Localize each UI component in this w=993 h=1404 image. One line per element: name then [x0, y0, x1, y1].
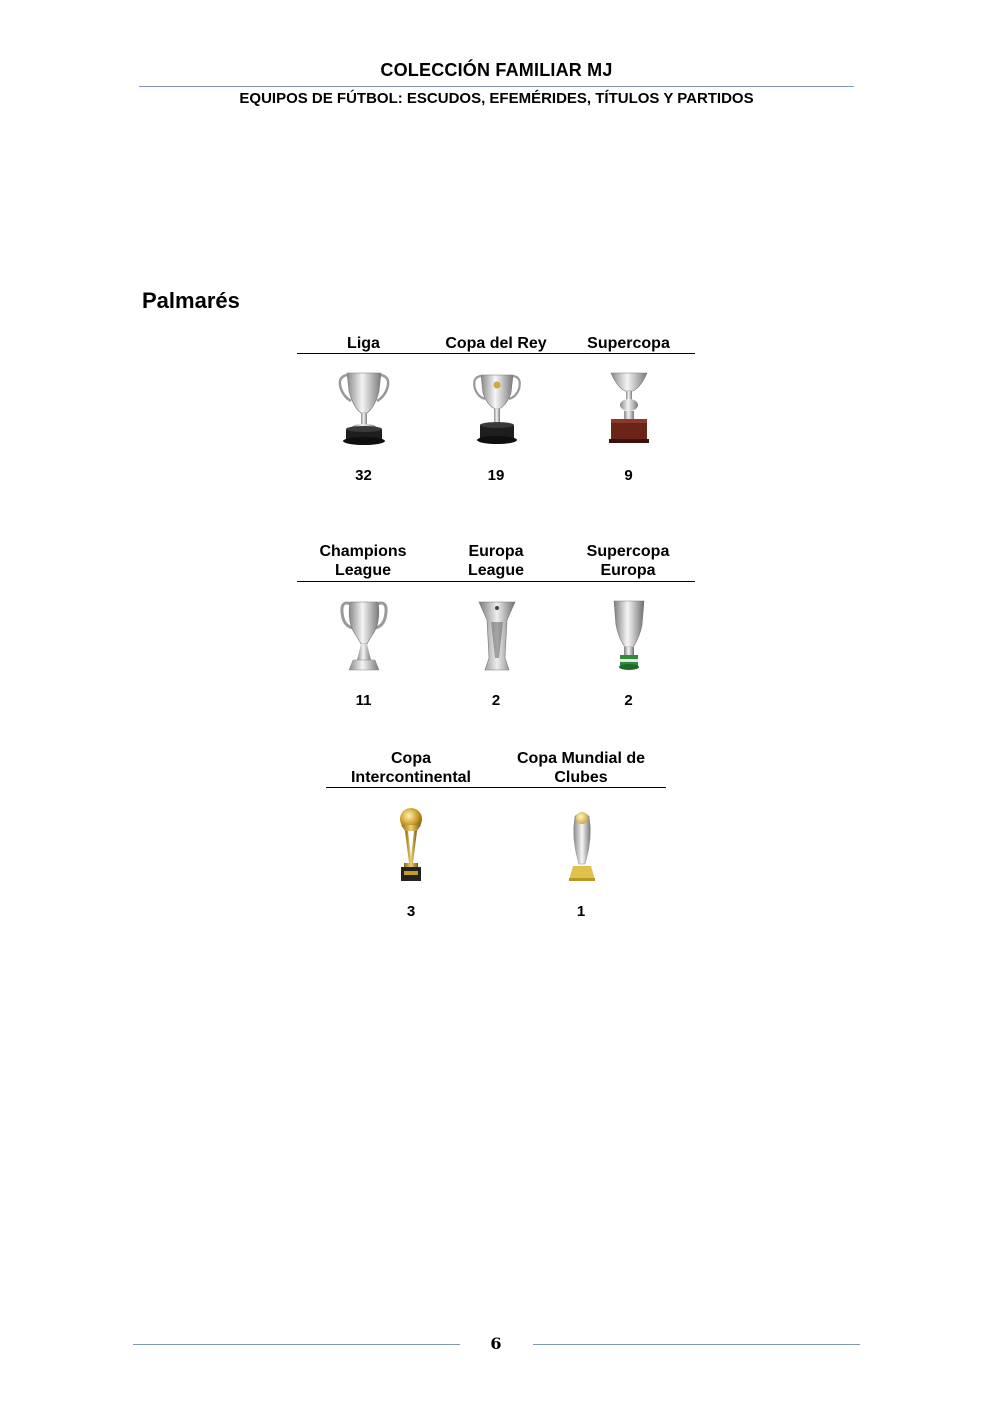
champions-league-trophy-icon	[339, 598, 389, 672]
trophy-count: 2	[491, 692, 501, 709]
footer-divider-right	[533, 1344, 860, 1345]
trophy-count: 9	[624, 467, 633, 484]
table-rule	[297, 353, 695, 354]
trophy-count: 1	[576, 903, 586, 920]
trophy-count: 11	[355, 692, 372, 709]
trophy-count: 3	[406, 903, 416, 920]
trophy-label: Copa Intercontinental	[350, 750, 471, 786]
table-rule	[297, 581, 695, 582]
trophy-table-3	[326, 749, 666, 924]
trophy-label: Copa del Rey	[445, 335, 547, 352]
header-divider	[139, 86, 854, 87]
trophy-count: 19	[487, 467, 505, 484]
trophy-label: Copa Mundial de Clubes	[517, 750, 645, 786]
trophy-count: 32	[355, 467, 372, 484]
club-world-cup-trophy-icon	[567, 808, 597, 884]
trophy-label: Champions League	[319, 543, 407, 579]
trophy-count: 2	[624, 692, 633, 709]
header-subtitle: EQUIPOS DE FÚTBOL: ESCUDOS, EFEMÉRIDES, TÍTULOS Y PARTIDOS	[239, 90, 754, 107]
trophy-label: Liga	[347, 335, 380, 352]
supercopa-trophy-icon	[607, 371, 651, 445]
intercontinental-cup-trophy-icon	[396, 807, 426, 883]
trophy-label: Supercopa	[587, 335, 670, 352]
section-title: Palmarés	[142, 288, 240, 313]
trophy-table-1	[297, 334, 695, 494]
europa-league-trophy-icon	[477, 600, 517, 674]
trophy-label: Supercopa Europa	[586, 543, 670, 579]
page-number: 6	[490, 1334, 502, 1353]
trophy-table-2	[297, 542, 695, 712]
copa-del-rey-trophy-icon	[471, 371, 523, 447]
footer-divider-left	[133, 1344, 460, 1345]
trophy-label: Europa League	[467, 543, 524, 579]
header-title: COLECCIÓN FAMILIAR MJ	[380, 60, 613, 80]
uefa-supercup-trophy-icon	[611, 599, 647, 671]
table-rule	[326, 787, 666, 788]
liga-trophy-icon	[335, 371, 393, 447]
